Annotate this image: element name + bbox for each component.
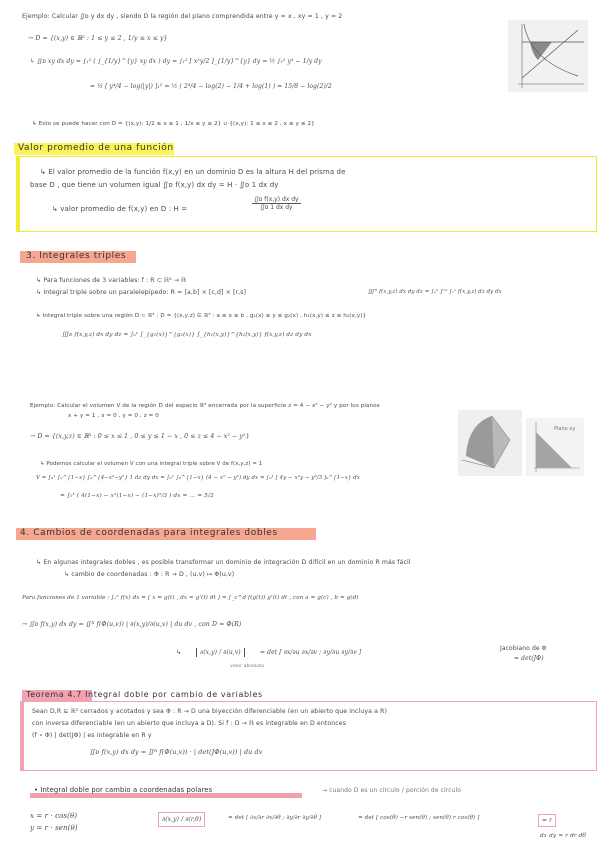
triples-line2b: ∭ᴿ f(x,y,z) dx dy dz = ∫ₐᵇ ∫ᶜᵈ ∫ᵣˢ f(x,y,z) dz dy dx: [368, 289, 502, 295]
example2-heading: Ejemplo: Calcular el volumen V de la región D del espacio ℝ³ encerrada por la superficie z = 4 − x² − y² y por los planos: [30, 403, 380, 409]
polares-jacobian: ∂(x,y) / ∂(r,θ): [158, 812, 205, 827]
valor-frac-num: ∬ᴅ f(x,y) dx dy: [254, 196, 299, 203]
jacobian-rhs: = det [ ∂x/∂u ∂x/∂v ; ∂y/∂u ∂y/∂v ]: [260, 649, 362, 656]
jacobian-det: = det(JΦ): [514, 655, 544, 662]
valor-title: Valor promedio de una función: [18, 143, 174, 153]
region-plot-3d: [458, 410, 522, 476]
cambio-line4: → ∬ᴅ f(x,y) dx dy = ∬ᴿ f(Φ(u,v)) | ∂(x,y)/∂(u,v) | du dv , con D = Φ(R): [22, 621, 242, 628]
polares-y: y = r · sen(θ): [30, 824, 78, 832]
jacobian-lhs: ∂(x,y) / ∂(u,v): [196, 648, 245, 657]
example2-line2: ↳ Podemos calcular el volumen V con una integral triple sobre V de f(x,y,z) = 1: [40, 461, 263, 467]
teorema-line3: (f ∘ Φ) | det(JΦ) | es integrable en R y: [32, 732, 152, 739]
example1-domain: → D = {(x,y) ∈ ℝ² : 1 ≤ y ≤ 2 , 1/y ≤ x ≤ y}: [28, 35, 168, 42]
triples-line2: ↳ Integral triple sobre un paralelepípedo: R = [a,b] × [c,d] × [r,s]: [36, 289, 247, 296]
jacobian-arrow: ↳: [176, 649, 182, 656]
jacobian-note: Jacobiano de Φ: [500, 645, 547, 652]
valor-line3: ↳ valor promedio de f(x,y) en D : H =: [52, 205, 188, 213]
polares-x: x = r · cos(θ): [30, 812, 78, 820]
triples-line1: ↳ Para funciones de 3 variables: f : R ⊂ ℝ³ → ℝ: [36, 277, 187, 284]
example1-alt-domain: ↳ Esto se puede hacer con D = {(x,y): 1/2 ≤ x ≤ 1 , 1/x ≤ y ≤ 2} ∪ {(x,y): 1 ≤ x ≤ 2 , x ≤ y ≤ 2}: [32, 121, 315, 127]
cambio-line3: Para funciones de 1 variable : ∫ₐᵇ f(x) dx = [ x = g(t) , dx = g'(t) dt ] = ∫_c^d f(g(t)) g'(t) dt , con a = g(c) , b = g(d): [22, 595, 359, 601]
cambio-line1: ↳ En algunas integrales dobles , es posible transformar un dominio de integración D difícil en un dominio R más fácil: [36, 559, 411, 566]
valor-line1: ↳ El valor promedio de la función f(x,y) en un dominio D es la altura H del prisma de: [40, 168, 346, 176]
svg-text:Plano xy: Plano xy: [554, 426, 576, 432]
polares-result: dx dy = r dr dθ: [540, 833, 586, 839]
example1-integral: ↳ ∬ᴅ xy dx dy = ∫₁² ( ∫_{1/y}^{y} xy dx ) dy = ∫₁² [ x²y/2 ]_{1/y}^{y} dy = ½ ∫₁² y³ − 1/y dy: [30, 58, 322, 65]
polares-title: • Integral doble por cambio a coordenadas polares: [34, 786, 213, 794]
cambio-title: 4. Cambios de coordenadas para integrales dobles: [20, 528, 278, 538]
valor-frac-den: ∬ᴅ 1 dx dy: [259, 204, 293, 211]
polares-note: → cuando D es un círculo / porción de círculo: [322, 787, 462, 794]
example1-result: = ½ [ y⁴/4 − log(|y|) ]₁² = ½ ( 2⁴/4 − log(2) − 1/4 + log(1) ) = 15/8 − log(2)/2: [90, 83, 332, 90]
valor-fraction: [252, 196, 301, 211]
polares-jac-r: = r: [538, 814, 556, 827]
example2-heading2: x + y = 1 , x = 0 , y = 0 , z = 0: [68, 413, 159, 419]
example2-line3: V = ∫₀¹ ∫₀^{1−x} ∫₀^{4−x²−y²} 1 dz dy dx = ∫₀¹ ∫₀^{1−x} (4 − x² − y²) dy dx = ∫₀¹ [ 4y − x²y − y³/3 ]₀^{1−x} dx: [36, 475, 360, 481]
example1-heading: Ejemplo: Calcular ∬ᴅ y dx dy , siendo D la región del plano comprendida entre y = x , xy = 1 , y = 2: [22, 13, 343, 20]
region-plot-2d: [526, 418, 584, 476]
triples-line4: ∭ᴅ f(x,y,z) dx dy dz = ∫ₐᵇ ∫_{g₁(x)}^{g₂(x)} ∫_{h₁(x,y)}^{h₂(x,y)} f(x,y,z) dz dy dx: [62, 332, 312, 338]
triples-line3: ↳ Integral triple sobre una región D ⊂ ℝ³ : D = {(x,y,z) ∈ ℝ³ : a ≤ x ≤ b , g₁(x) ≤ y ≤ g₂(x) , h₁(x,y) ≤ z ≤ h₂(x,y)}: [36, 313, 367, 319]
example2-line4: = ∫₀¹ ( 4(1−x) − x²(1−x) − (1−x)³/3 ) dx = … = 5/2: [60, 493, 214, 499]
triples-title: 3. Integrales triples: [26, 251, 127, 261]
valor-line2: base D , que tiene un volumen igual ∬ᴅ f(x,y) dx dy = H · ∬ᴅ 1 dx dy: [30, 181, 279, 189]
teorema-line1: Sean D,R ⊆ ℝ² cerrados y acotados y sea Φ : R → D una biyección diferenciable (en un abierto que incluya a R): [32, 708, 387, 715]
teorema-title: Teorema 4.7 Integral doble por cambio de variables: [26, 690, 263, 699]
jacobian-abs-note: valor absoluto: [230, 664, 265, 669]
teorema-formula: ∬ᴅ f(x,y) dx dy = ∬ᴿ f(Φ(u,v)) · | det(JΦ(u,v)) | du dv: [90, 748, 263, 756]
cambio-line2: ↳ cambio de coordenadas : Φ : R → D , (u,v) ↦ Φ(u,v): [64, 571, 235, 578]
region-plot-1: [508, 20, 588, 92]
polares-jac-det: = det [ cos(θ) −r sen(θ) ; sen(θ) r cos(θ) ]: [358, 815, 480, 821]
example2-domain: → D = {(x,y,z) ∈ ℝ³ : 0 ≤ x ≤ 1 , 0 ≤ y ≤ 1 − x , 0 ≤ z ≤ 4 − x² − y²}: [30, 433, 250, 440]
polares-jac-mid: = det [ ∂x/∂r ∂x/∂θ ; ∂y/∂r ∂y/∂θ ]: [228, 815, 322, 821]
teorema-line2: con inversa diferenciable (en un abierto que incluya a D). Si f : D → ℝ es integrable en D entonces: [32, 720, 347, 727]
